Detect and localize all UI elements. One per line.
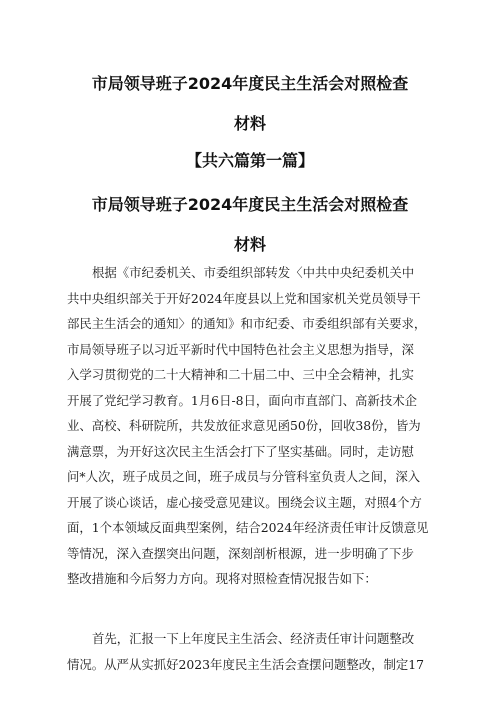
paragraph-line: 等情况，深入查摆突出问题，深刻剖析根源，进一步明确了下步: [67, 545, 414, 561]
paragraph-line: 市局领导班子以习近平新时代中国特色社会主义思想为指导，深: [67, 341, 414, 357]
paragraph-line: 开展了谈心谈话，虚心接受意见建议。围绕会议主题，对照4个方: [67, 494, 422, 510]
paragraph-line: 根据《市纪委机关、市委组织部转发〈中共中央纪委机关中: [92, 265, 415, 280]
body-paragraph-2: [67, 626, 452, 677]
paragraph-line: 首先，汇报一下上年度民主生活会、经济责任审计问题整改: [92, 631, 415, 646]
paragraph-line: 业、高校、科研院所，共发放征求意见函50份，回收38份，皆为: [67, 418, 421, 433]
paragraph-line: 面，1个本领域反面典型案例，结合2024年经济责任审计反馈意见: [67, 520, 429, 535]
paragraph-line: 整改措施和今后努力方向。现将对照检查情况报告如下：: [67, 571, 377, 586]
document-title-line-2: 材料: [233, 114, 266, 133]
section-title-line-2: 材料: [233, 235, 266, 254]
paragraph-line: 共中央组织部关于开好2024年度县以上党和国家机关党员领导干: [67, 290, 421, 306]
document-title-line-1: 市局领导班子2024年度民主生活会对照检查: [91, 74, 409, 93]
paragraph-line: 满意票，为开好这次民主生活会打下了坚实基础。同时，走访慰: [67, 443, 414, 459]
paragraph-line: 问*人次，班子成员之间，班子成员与分管科室负责人之间，深入: [67, 469, 421, 484]
paragraph-line: 开展了党纪学习教育。1月6日-8日，面向市直部门、高新技术企: [67, 392, 417, 408]
document-subtitle: 【共六篇第一篇】: [185, 151, 314, 170]
paragraph-line: 入学习贯彻党的二十大精神和二十届二中、三中全会精神，扎实: [67, 367, 414, 382]
body-paragraph-1: [67, 260, 452, 592]
paragraph-line: 部民主生活会的通知〉的通知》和市纪委、市委组织部有关要求，: [67, 316, 427, 331]
section-title-line-1: 市局领导班子2024年度民主生活会对照检查: [91, 195, 409, 214]
paragraph-line: 情况。从严从实抓好2023年度民主生活会查摆问题整改，制定17: [67, 656, 425, 672]
